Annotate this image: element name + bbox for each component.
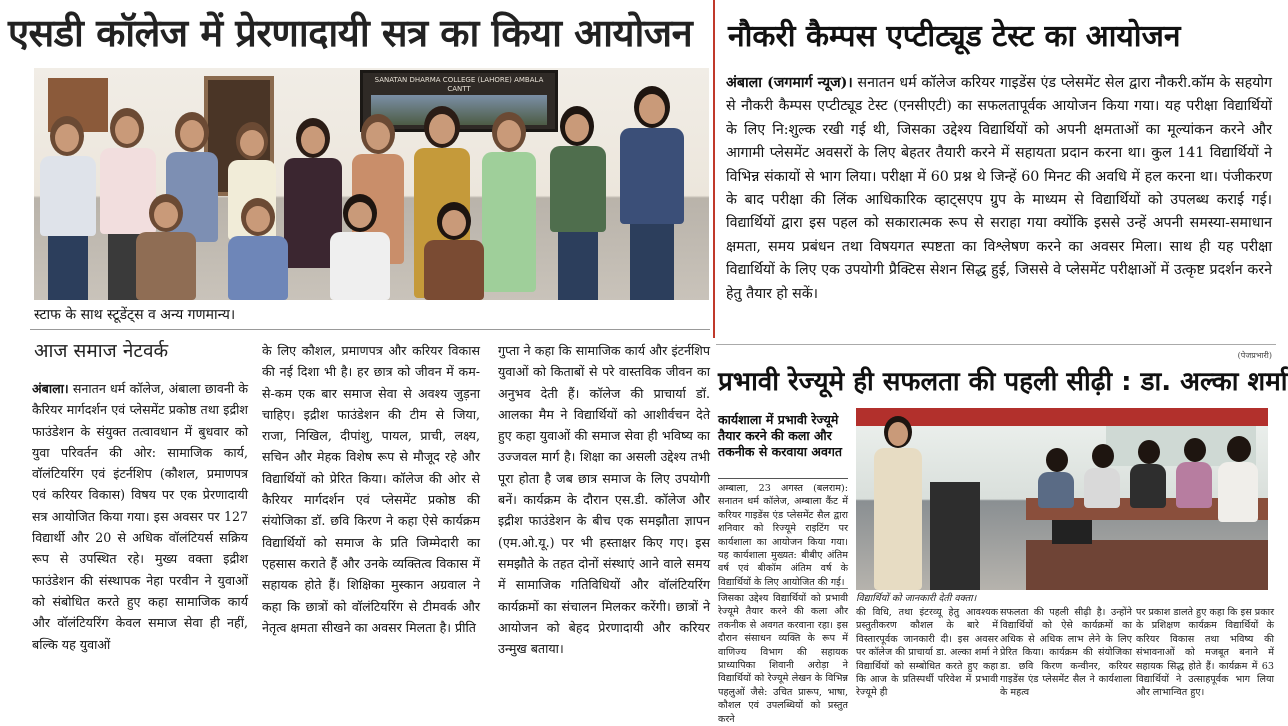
person-back-1 [36,116,100,300]
right-bottom-column-1: अम्बाला, 23 अगस्त (बलराम): सनातन धर्म कॉलेज, अम्बाला कैंट में करियर गाइडेंस एंड प्लेसमेंट सैल द्वारा शनिवार को रिज्यूमे राइटिंग पर कार्यशाला का आयोजन किया गया। यह कार्यशाला मुख्यत: बीबीए अंतिम वर्ष एवं बीकॉम अंतिम वर्ष के विद्यार्थियों के लिए आयोजित की गई। [718,483,848,588]
laptop [1052,520,1092,544]
workshop-photo [856,408,1268,590]
left-photo-caption: स्टाफ के साथ स्टूडेंट्स व अन्य गणमान्य। [34,307,236,323]
right-bottom-column-3: सफलता की पहली सीढ़ी है। उन्होंने विद्यार्थियों को ऐसे कार्यक्रमों का अधिक से अधिक लाभ लेने के लिए प्रेरित किया। कार्यक्रम की संयोजिका डा. छवि किरण कन्वीनर, करियर गाइडेंस एंड प्लेसमेंट सैल ने कार्यशाला के महत्व [1000,607,1132,699]
right-bottom-subhead: कार्यशाला में प्रभावी रेज्यूमे तैयार करने की कला और तकनीक से करवाया अवगत [718,412,843,459]
subhead-rule [718,478,848,479]
section-divider [713,0,715,338]
right-photo-caption: विद्यार्थियों को जानकारी देती वक्ता। [856,593,977,604]
right-top-body [726,72,1272,342]
right-bottom-column-1b: जिसका उद्देश्य विद्यार्थियों को प्रभावी रेज्यूमे तैयार करने की कला और तकनीक से अवगत करवाना रहा। इस दौरान संसाधन व्यक्ति के रूप में वाणिज्य विभाग की सहायक प्राध्यापिका शिवानी अरोड़ा ने विद्यार्थियों को रेज्यूमे लेखन के विभिन्न पहलुओं जैसे: उचित प्रारूप, भाषा, कौशल एवं उपलब्धियों को प्रस्तुत करने [718,593,848,725]
right-bottom-column-4: पर प्रकाश डालते हुए कहा कि इस प्रकार के प्रशिक्षण कार्यक्रम विद्यार्थियों के करियर विकास तथा भविष्य की संभावनाओं को मजबूत बनाने में सहायक सिद्ध होते हैं। कार्यक्रम में 63 विद्यार्थियों ने उत्साहपूर्वक भाग लिया और लाभान्वित हुए। [1136,607,1274,699]
student-1 [1036,448,1076,508]
banner-text: SANATAN DHARMA COLLEGE (LAHORE) AMBALA CANTT [374,76,544,93]
right-bottom-headline: प्रभावी रेज्यूमे ही सफलता की पहली सीढ़ी : डा. अल्का शर्मा [718,367,1288,397]
column-rule [718,588,848,589]
group-photo [34,68,709,300]
right-top-dateline: अंबाला (जगमार्ग न्यूज)। [726,75,853,91]
speaker [870,416,926,590]
left-column-2: के लिए कौशल, प्रमाणपत्र और करियर विकास की नई दिशा भी है। हर छात्र को जीवन में कम-से-कम एक बार समाज सेवा से अवश्य जुड़ना चाहिए। इद्रीश फाउंडेशन की टीम से जिया, राजा, निखिल, दीपांशु, पायल, प्राची, लक्ष्य, सचिन और मेहक विशेष रूप से मौजूद रहे और विद्यार्थियों को प्रेरित किया। कॉलेज की ओर से कैरियर मार्गदर्शन एवं प्लेसमेंट प्रकोष्ठ की संयोजिका डॉ. छवि किरण ने कहा ऐसे कार्यक्रम विद्यार्थियों को समाज के प्रति जिम्मेदारी का एहसास कराते हैं और उनके व्यक्तित्व विकास में सहायक होते हैं। शिक्षिका मुस्कान अग्रवाल ने कहा कि छात्रों को वॉलंटियरिंग से टीमवर्क और नेतृत्व क्षमता सीखने का अवसर मिलता है। प्रीति [262,343,480,635]
left-dateline: अंबाला। [32,381,69,396]
left-column-1-text: सनातन धर्म कॉलेज, अंबाला छावनी के कैरियर मार्गदर्शन एवं प्लेसमेंट प्रकोष्ठ तथा इद्रीश फाउंडेशन के संयुक्त तत्वावधान में बुधवार को युवा परिवर्तन की ओर: सामाजिक कार्य, वॉलंटियरिंग एवं इंटर्नशिप (कौशल, प्रमाणपत्र एवं करियर विकास) विषय पर एक प्रेरणादायी सत्र आयोजित किया गया। इस अवसर पर 127 विद्यार्थी और 20 से अधिक वॉलंटियर्स सक्रिय रूप से उपस्थित रहे। मुख्य वक्ता इद्रीश फाउंडेशन की संस्थापक नेहा परवीन ने युवाओं को संबोधित करते हुए कहा सामाजिक कार्य और वॉलंटियरिंग केवल समाज सेवा ही नहीं, बल्कि यह युवाओं [32,381,248,652]
person-front-1 [134,194,198,300]
right-top-headline: नौकरी कैम्पस एप्टीट्यूड टेस्ट का आयोजन [728,19,1181,54]
left-column-1 [32,378,248,718]
person-back-8 [478,112,540,300]
student-5 [1216,436,1260,546]
person-front-3 [328,194,392,300]
left-rule [30,329,710,330]
left-byline: आज समाज नेटवर्क [34,340,169,362]
student-4 [1174,438,1214,508]
podium [930,482,980,590]
left-headline: एसडी कॉलेज में प्रेरणादायी सत्र का किया आयोजन [8,11,693,55]
student-3 [1128,440,1168,508]
student-2 [1082,444,1122,508]
person-front-4 [422,202,486,300]
right-top-text: सनातन धर्म कॉलेज करियर गाइडेंस एंड प्लेसमेंट सेल द्वारा नौकरी.कॉम के सहयोग से नौकरी कैम्पस एप्टीट्यूड टेस्ट (एनसीएटी) का सफलतापूर्वक आयोजन किया गया। यह परीक्षा विद्यार्थियों के लिए नि:शुल्क रखी गई थी, जिसका उद्देश्य विद्यार्थियों को अपनी क्षमताओं का मूल्यांकन करने और आगामी प्लेसमेंट अवसरों के लिए बेहतर तैयारी करने में सहायता प्रदान करना था। कुल 141 विद्यार्थियों ने विभिन्न संकायों से भाग लिया। परीक्षा में 60 प्रश्न थे जिन्हें 60 मिनट की अवधि में हल करना था। पंजीकरण के बाद परीक्षा की लिंक आधिकारिक व्हाट्सएप ग्रुप के माध्यम से विद्यार्थियों को उपलब्ध कराई गई। विद्यार्थियों द्वारा इस पहल को सकारात्मक रूप से सराहा गया क्योंकि इससे उन्हें अपनी समस्या-समाधान क्षमता, समय प्रबंधन तथा विषयगत स्पष्टता का विश्लेषण करने का अवसर मिला। साथ ही यह परीक्षा विद्यार्थियों के लिए एक उपयोगी प्रैक्टिस सेशन सिद्ध हुई, जिससे वे प्लेसमेंट परीक्षाओं में उत्कृष्ट प्रदर्शन करने हेतु तैयार हो सकें। [726,75,1272,302]
desk-front [1026,540,1268,590]
right-bottom-column-2: की विधि, तथा इंटरव्यू हेतु आवश्यक प्रस्तुतीकरण कौशल के बारे में विस्तारपूर्वक जानकारी दी। इस अवसर पर कॉलेज की प्राचार्या डा. अल्का शर्मा ने विद्यार्थियों को सम्बोधित करते हुए कहा कि आज के प्रतिस्पर्धी परिवेश में प्रभावी रेज्यूमे ही [856,607,998,699]
right-rule [716,344,1276,345]
person-front-2 [226,198,290,300]
page-incharge-tag: (पेजप्रभारी) [1237,351,1272,360]
person-back-10 [616,86,688,300]
person-back-9 [546,106,610,300]
left-column-3: गुप्ता ने कहा कि सामाजिक कार्य और इंटर्नशिप युवाओं को किताबों से परे वास्तविक जीवन का अनुभव देती हैं। कॉलेज की प्राचार्या डॉ. आलका मैम ने विद्यार्थियों को आशीर्वचन देते हुए कहा युवाओं की समाज सेवा ही भविष्य का उज्जवल मार्ग है। शिक्षा का असली उद्देश्य तभी पूरा होता है जब छात्र समाज के लिए उपयोगी बनें। कार्यक्रम के दौरान एस.डी. कॉलेज और इद्रीश फाउंडेशन के बीच एक समझौता ज्ञापन (एम.ओ.यू.) पर भी हस्ताक्षर किए गए। इस समझौते के तहत दोनों संस्थाएं आने वाले समय में सामाजिक गतिविधियों और वॉलंटियरिंग कार्यक्रमों का संचालन मिलकर करेंगी। छात्रों ने आयोजन को बेहद प्रेरणादायी और करियर उन्मुख बताया। [498,343,710,657]
